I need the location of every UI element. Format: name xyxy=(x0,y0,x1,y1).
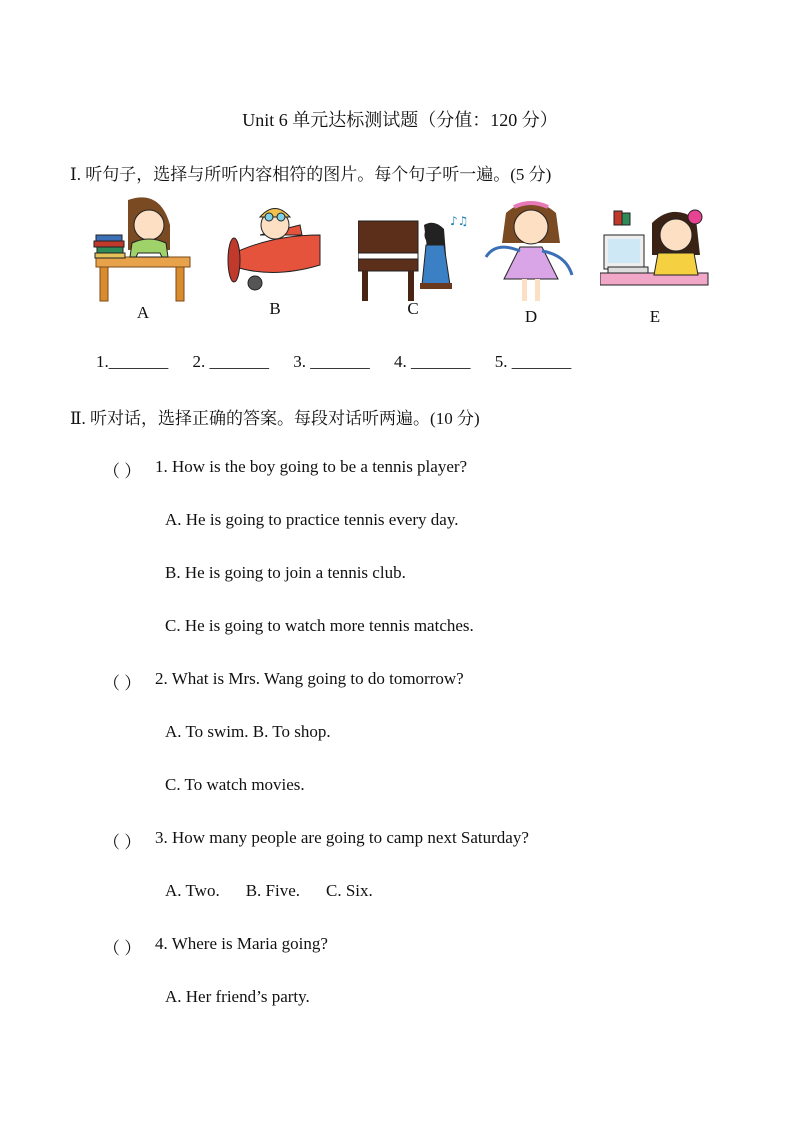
picture-e xyxy=(600,195,710,335)
girl-dancing-icon xyxy=(476,195,586,305)
blank-2[interactable]: 2. _______ xyxy=(192,352,269,371)
question-3-option-c: C. Six. xyxy=(326,881,373,900)
picture-a-label: A xyxy=(136,303,150,322)
question-3-option-b: B. Five. xyxy=(245,881,301,900)
picture-b xyxy=(220,195,330,335)
question-4-option-a: A. Her friend’s party. xyxy=(165,987,310,1006)
question-2-option-c: C. To watch movies. xyxy=(165,775,305,794)
blank-4[interactable]: 4. _______ xyxy=(394,352,471,371)
answer-paren-1[interactable]: （ ） xyxy=(103,462,142,481)
question-1: 1. How is the boy going to be a tennis player? xyxy=(155,457,468,476)
answer-paren-4[interactable]: （ ） xyxy=(103,939,142,958)
picture-c xyxy=(358,195,468,335)
blank-3[interactable]: 3. _______ xyxy=(293,352,370,371)
picture-row xyxy=(0,195,800,335)
girl-playing-piano-icon xyxy=(358,195,468,305)
question-4: 4. Where is Maria going? xyxy=(155,934,328,953)
picture-e-label: E xyxy=(649,307,661,326)
picture-d xyxy=(476,195,586,335)
blank-1[interactable]: 1._______ xyxy=(96,352,169,371)
picture-a xyxy=(88,195,198,335)
svg-text:♪♫: ♪♫ xyxy=(450,214,468,228)
answer-blanks xyxy=(96,352,591,372)
blank-5[interactable]: 5. _______ xyxy=(494,352,572,371)
answer-paren-3[interactable]: （ ） xyxy=(103,833,142,852)
question-1-option-a: A. He is going to practice tennis every day. xyxy=(165,510,459,529)
question-3-options xyxy=(165,881,373,901)
picture-b-label: B xyxy=(269,299,281,318)
girl-at-computer-icon xyxy=(600,195,710,305)
question-1-option-c: C. He is going to watch more tennis matches. xyxy=(165,616,474,635)
question-1-option-b: B. He is going to join a tennis club. xyxy=(165,563,406,582)
section-1-heading: Ⅰ. 听句子，选择与所听内容相符的图片。每个句子听一遍。(5 分) xyxy=(70,165,552,184)
picture-d-label: D xyxy=(524,307,538,326)
girl-reading-at-desk-icon xyxy=(88,195,198,305)
section-2-heading: Ⅱ. 听对话，选择正确的答案。每段对话听两遍。(10 分) xyxy=(70,409,480,428)
question-3: 3. How many people are going to camp next Saturday? xyxy=(155,828,529,847)
page-title: Unit 6 单元达标测试题（分值：120 分） xyxy=(242,110,558,130)
question-2: 2. What is Mrs. Wang going to do tomorrow? xyxy=(155,669,464,688)
picture-c-label: C xyxy=(407,299,419,318)
question-2-option-ab: A. To swim. B. To shop. xyxy=(165,722,331,741)
boy-in-airplane-icon xyxy=(220,195,330,305)
question-3-option-a: A. Two. xyxy=(165,881,220,900)
answer-paren-2[interactable]: （ ） xyxy=(103,674,142,693)
